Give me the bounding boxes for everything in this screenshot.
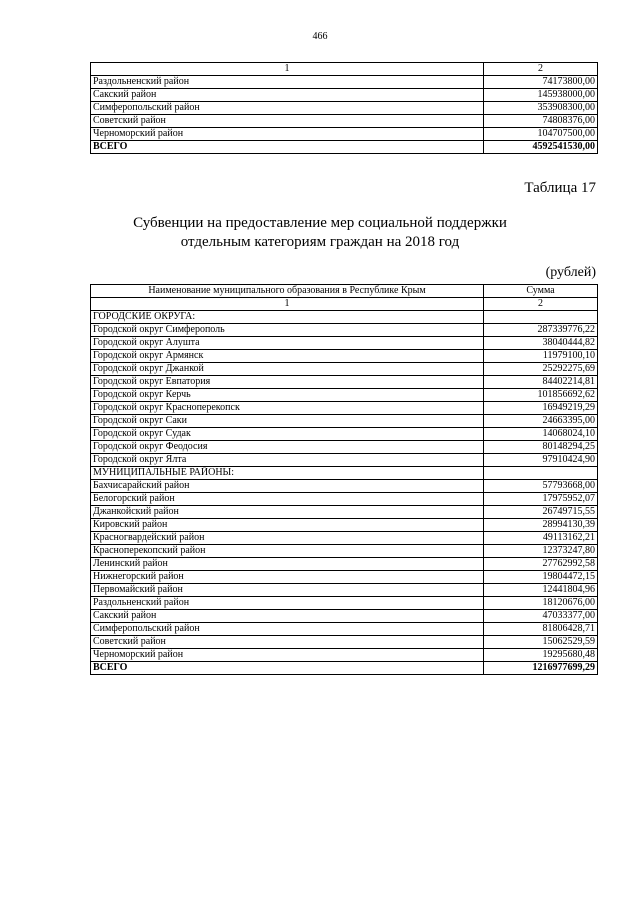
continued-table: [90, 62, 598, 154]
municipality-name: Красногвардейский район: [91, 532, 484, 545]
page-number: 466: [312, 31, 328, 42]
municipality-name: Белогорский район: [91, 493, 484, 506]
table-row: [91, 597, 598, 610]
unit-label: (рублей): [545, 265, 596, 280]
continued-table-body: [91, 63, 598, 154]
municipality-name: Сакский район: [91, 610, 484, 623]
total-amount: 1216977699,29: [484, 662, 598, 675]
table-row: [91, 350, 598, 363]
table-row: [91, 506, 598, 519]
amount-value: 11979100,10: [484, 350, 598, 363]
table-row: [91, 115, 598, 128]
table-row: [91, 493, 598, 506]
table-row: [91, 441, 598, 454]
municipality-name: Городской округ Керчь: [91, 389, 484, 402]
table-row: [91, 467, 598, 480]
total-amount: 4592541530,00: [484, 141, 598, 154]
municipality-name: Сакский район: [91, 89, 484, 102]
table-row: [91, 76, 598, 89]
table-row: [91, 376, 598, 389]
table-row: [91, 363, 598, 376]
table-row: [91, 89, 598, 102]
municipality-name: Городской округ Саки: [91, 415, 484, 428]
amount-value: 47033377,00: [484, 610, 598, 623]
amount-value: 25292275,69: [484, 363, 598, 376]
total-row: [91, 141, 598, 154]
column-number-2: 2: [484, 298, 598, 311]
amount-value: 26749715,55: [484, 506, 598, 519]
municipality-name: Городской округ Ялта: [91, 454, 484, 467]
municipality-name: МУНИЦИПАЛЬНЫЕ РАЙОНЫ:: [91, 467, 484, 480]
subsidies-table-body: [91, 285, 598, 675]
municipality-name: Красноперекопский район: [91, 545, 484, 558]
column-header-sum: Сумма: [484, 285, 598, 298]
table-number-label: Таблица 17: [524, 180, 596, 196]
table-row: [91, 480, 598, 493]
municipality-name: Городской округ Феодосия: [91, 441, 484, 454]
subsidies-table: [90, 284, 598, 675]
table-row: [91, 571, 598, 584]
amount-value: 16949219,29: [484, 402, 598, 415]
table-row: [91, 311, 598, 324]
municipality-name: ГОРОДСКИЕ ОКРУГА:: [91, 311, 484, 324]
municipality-name: Городской округ Симферополь: [91, 324, 484, 337]
table-row: [91, 454, 598, 467]
table-row: [91, 415, 598, 428]
municipality-name: Бахчисарайский район: [91, 480, 484, 493]
municipality-name: Кировский район: [91, 519, 484, 532]
municipality-name: Черноморский район: [91, 649, 484, 662]
total-row: [91, 662, 598, 675]
municipality-name: Черноморский район: [91, 128, 484, 141]
table-row: [91, 324, 598, 337]
table-row: [91, 545, 598, 558]
municipality-name: Советский район: [91, 115, 484, 128]
table-header-row: [91, 285, 598, 298]
municipality-name: Городской округ Алушта: [91, 337, 484, 350]
table-title-line-2: отдельным категориям граждан на 2018 год: [180, 234, 460, 250]
table-row: [91, 519, 598, 532]
municipality-name: Раздольненский район: [91, 76, 484, 89]
municipality-name: Джанкойский район: [91, 506, 484, 519]
amount-value: 15062529,59: [484, 636, 598, 649]
municipality-name: Городской округ Джанкой: [91, 363, 484, 376]
table-row: [91, 128, 598, 141]
amount-value: 101856692,62: [484, 389, 598, 402]
total-label: ВСЕГО: [91, 662, 484, 675]
municipality-name: Раздольненский район: [91, 597, 484, 610]
municipality-name: Городской округ Красноперекопск: [91, 402, 484, 415]
municipality-name: Нижнегорский район: [91, 571, 484, 584]
table-row: [91, 389, 598, 402]
table-row: [91, 337, 598, 350]
amount-value: 27762992,58: [484, 558, 598, 571]
amount-value: 81806428,71: [484, 623, 598, 636]
amount-value: 28994130,39: [484, 519, 598, 532]
municipality-name: Городской округ Судак: [91, 428, 484, 441]
amount-value: 353908300,00: [484, 102, 598, 115]
table-row: [91, 428, 598, 441]
amount-value: 19804472,15: [484, 571, 598, 584]
table-column-numbers-row: [91, 298, 598, 311]
municipality-name: Городской округ Армянск: [91, 350, 484, 363]
amount-value: 74808376,00: [484, 115, 598, 128]
amount-value: 97910424,90: [484, 454, 598, 467]
amount-value: 49113162,21: [484, 532, 598, 545]
amount-value: 17975952,07: [484, 493, 598, 506]
municipality-name: Городской округ Евпатория: [91, 376, 484, 389]
column-header-name: Наименование муниципального образования в Республике Крым: [91, 285, 484, 298]
amount-value: 57793668,00: [484, 480, 598, 493]
municipality-name: Ленинский район: [91, 558, 484, 571]
amount-value: 14068024,10: [484, 428, 598, 441]
municipality-name: Советский район: [91, 636, 484, 649]
amount-value: 12441804,96: [484, 584, 598, 597]
amount-value: 80148294,25: [484, 441, 598, 454]
total-label: ВСЕГО: [91, 141, 484, 154]
municipality-name: Симферопольский район: [91, 623, 484, 636]
amount-value: 18120676,00: [484, 597, 598, 610]
column-number-1: 1: [91, 63, 484, 76]
table-row: [91, 610, 598, 623]
table-title-line-1: Субвенции на предоставление мер социальной поддержки: [133, 215, 507, 231]
column-number-1: 1: [91, 298, 484, 311]
table-row: [91, 584, 598, 597]
municipality-name: Симферопольский район: [91, 102, 484, 115]
table-row: [91, 402, 598, 415]
amount-value: 19295680,48: [484, 649, 598, 662]
table-row: [91, 623, 598, 636]
table-row: [91, 532, 598, 545]
table-row: [91, 649, 598, 662]
amount-value: 74173800,00: [484, 76, 598, 89]
amount-value: 24663395,00: [484, 415, 598, 428]
table-row: [91, 636, 598, 649]
table-row: [91, 102, 598, 115]
table-title: [0, 214, 640, 252]
amount-value: [484, 467, 598, 480]
municipality-name: Первомайский район: [91, 584, 484, 597]
amount-value: 84402214,81: [484, 376, 598, 389]
amount-value: [484, 311, 598, 324]
amount-value: 38040444,82: [484, 337, 598, 350]
column-number-2: 2: [484, 63, 598, 76]
table-header-row: [91, 63, 598, 76]
amount-value: 287339776,22: [484, 324, 598, 337]
amount-value: 12373247,80: [484, 545, 598, 558]
table-row: [91, 558, 598, 571]
amount-value: 104707500,00: [484, 128, 598, 141]
amount-value: 145938000,00: [484, 89, 598, 102]
